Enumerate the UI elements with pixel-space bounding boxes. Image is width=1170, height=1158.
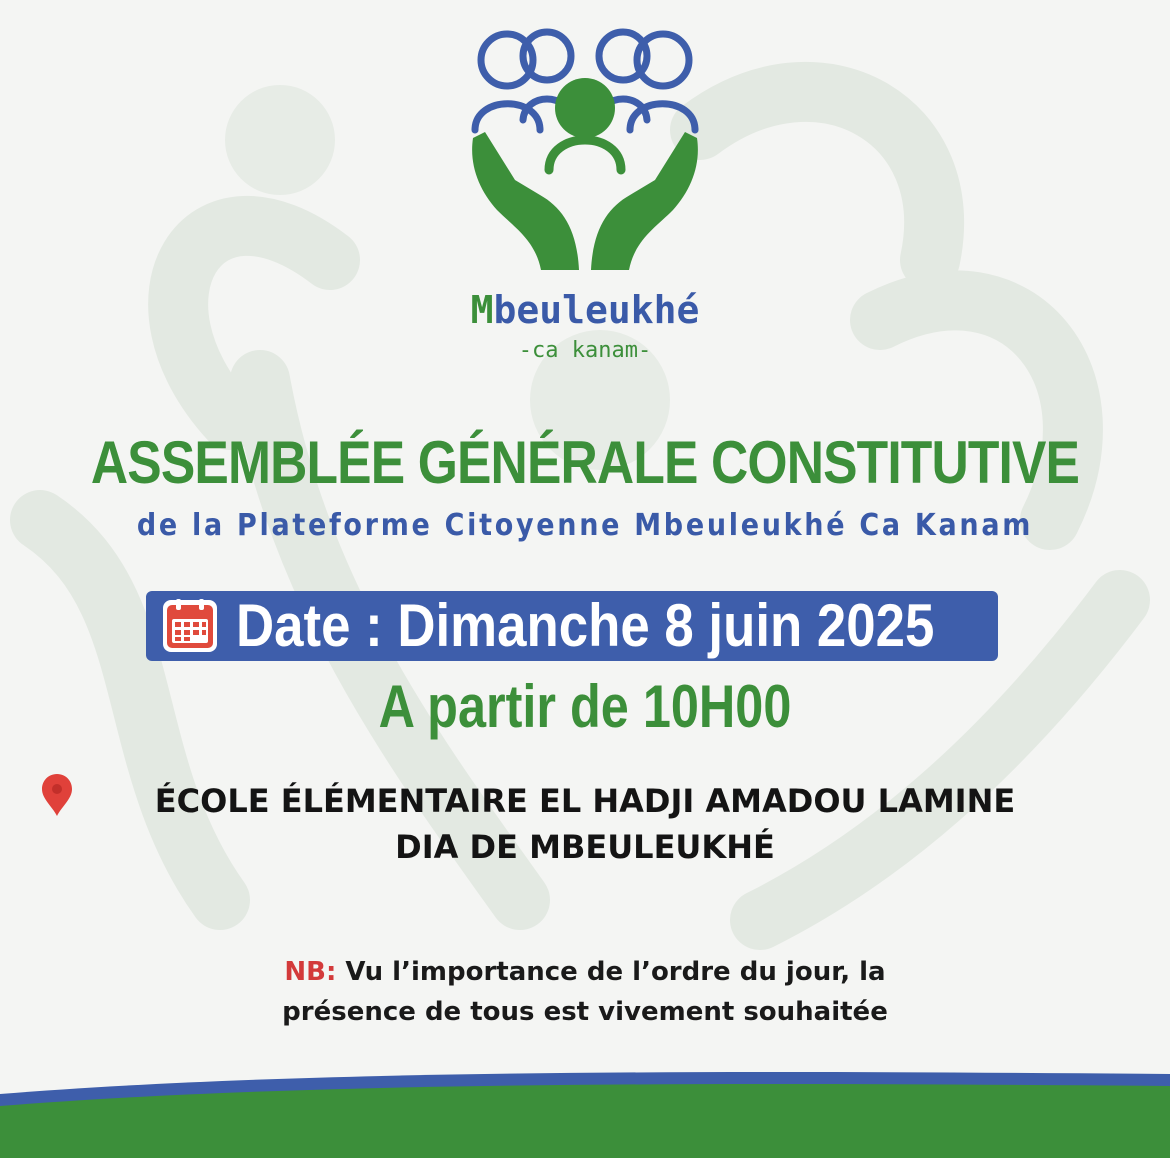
logo-tagline: -ca kanam- (518, 338, 652, 363)
note-block (0, 952, 1170, 1032)
brand-logo (420, 20, 750, 365)
venue-line-1: ÉCOLE ÉLÉMENTAIRE EL HADJI AMADOU LAMINE (154, 782, 1016, 820)
note-line-1 (0, 952, 1170, 992)
logo-wordmark (420, 288, 750, 332)
people-in-hands-icon (445, 20, 725, 285)
calendar-icon (160, 597, 220, 655)
event-venue (60, 778, 1110, 870)
footer-wave (0, 1060, 1170, 1158)
date-banner (146, 591, 998, 661)
note-label: NB: (284, 957, 337, 987)
note-text-1: Vu l’importance de l’ordre du jour, la (336, 957, 886, 987)
event-date: Date : Dimanche 8 juin 2025 (236, 592, 935, 659)
logo-wordmark-initial: M (470, 288, 494, 332)
event-subtitle: de la Plateforme Citoyenne Mbeuleukhé Ca Kanam (136, 508, 1034, 543)
venue-line-2: DIA DE MBEULEUKHÉ (395, 828, 775, 866)
logo-wordmark-rest: beuleukhé (493, 288, 700, 332)
note-line-2: présence de tous est vivement souhaitée (282, 997, 888, 1027)
event-title: ASSEMBLÉE GÉNÉRALE CONSTITUTIVE (90, 429, 1080, 496)
event-time: A partir de 10H00 (378, 673, 792, 740)
